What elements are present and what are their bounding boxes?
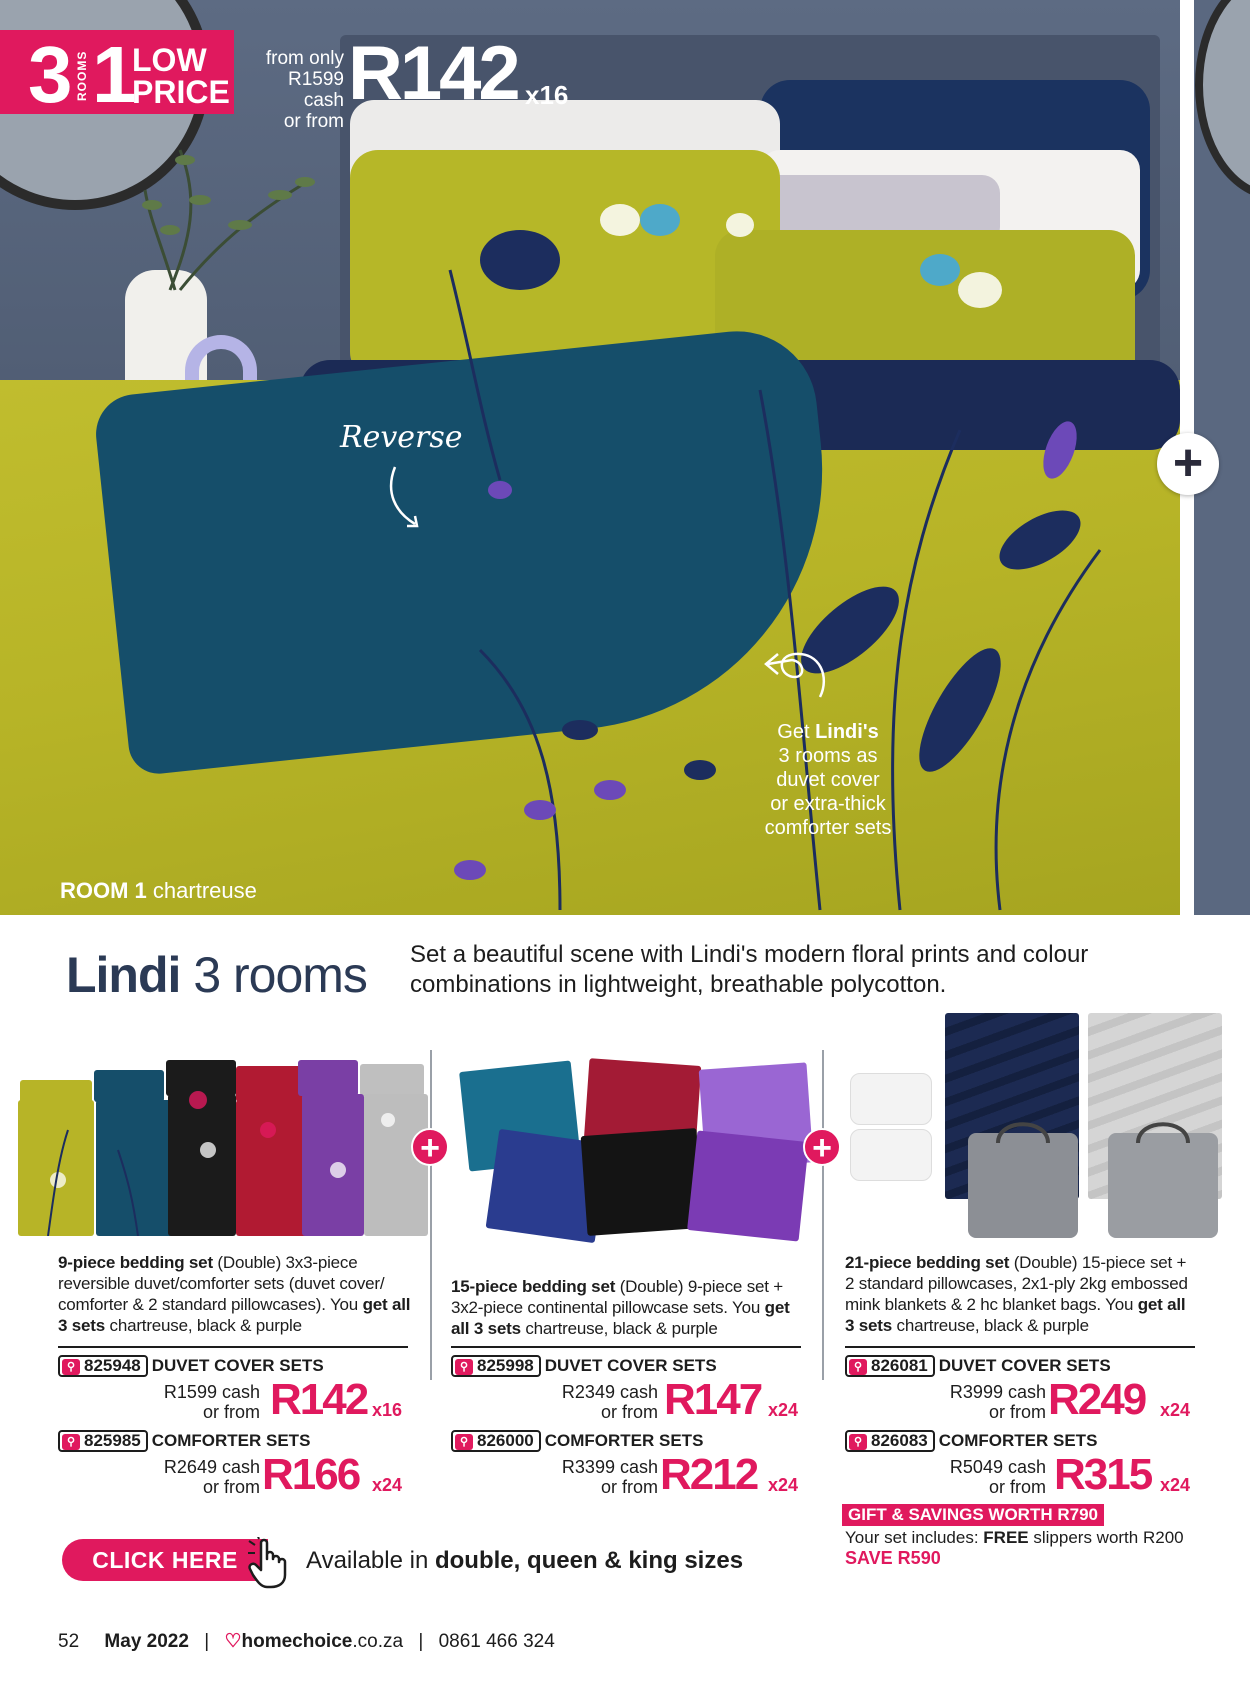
page-title [66, 946, 367, 1004]
plus-icon: + [803, 1128, 841, 1166]
cash-price [150, 1457, 260, 1497]
gift-includes-prefix: Your set includes: [845, 1528, 984, 1547]
hero-from-cash: R1599 cash [288, 69, 344, 111]
instalment-price: R142 [270, 1375, 368, 1424]
instalment-price: R212 [660, 1450, 758, 1499]
product-code-row[interactable] [845, 1430, 1097, 1452]
product-title-rest: (Double) 3x3-piece reversible duvet/comforter sets (duvet cover/ comforter & 2 standard pillowcases). You [58, 1253, 385, 1314]
product-title-bold: 21-piece bedding set [845, 1253, 1010, 1272]
product-image-blankets[interactable] [848, 1013, 1223, 1238]
badge-number-3: 3 [28, 30, 73, 119]
cash-amount: R3399 cash [561, 1457, 658, 1477]
product-image-duvet-sets[interactable] [18, 1060, 428, 1236]
instalment-multiplier: x24 [1160, 1400, 1191, 1420]
gift-free: FREE [983, 1528, 1029, 1547]
curved-arrow-icon [385, 462, 435, 537]
instalment-multiplier: x24 [372, 1475, 403, 1495]
title-brand: Lindi [66, 947, 181, 1003]
product-title-rest2: chartreuse, black & purple [520, 1319, 718, 1338]
search-code-icon: ⚲ [849, 1434, 867, 1450]
badge-price-label: PRICE [132, 74, 230, 110]
hand-pointer-icon [247, 1537, 295, 1589]
product-code-label: DUVET COVER SETS [938, 1356, 1111, 1375]
instalment-price: R315 [1054, 1450, 1152, 1499]
save-amount: SAVE R590 [845, 1548, 941, 1568]
room-label-colour: chartreuse [146, 878, 257, 903]
intro-description: Set a beautiful scene with Lindi's modern floral prints and colour combinations in lightweight, breathable polycotton. [410, 941, 1089, 998]
hero-or-from: or from [283, 111, 344, 132]
product-title-bold: 9-piece bedding set [58, 1253, 213, 1272]
product-title [845, 1252, 1195, 1336]
gift-savings-badge: GIFT & SAVINGS WORTH R790 [842, 1504, 1104, 1526]
cash-amount: R2349 cash [561, 1382, 658, 1402]
product-code: 826000 [477, 1431, 534, 1450]
product-code: 825998 [477, 1356, 534, 1375]
product-code: 825948 [84, 1356, 141, 1375]
product-title-rest2: chartreuse, black & purple [892, 1316, 1089, 1335]
room-label [60, 878, 257, 904]
divider-line [845, 1346, 1195, 1348]
search-code-icon: ⚲ [62, 1434, 80, 1450]
product-code-row[interactable] [58, 1355, 324, 1377]
search-code-icon: ⚲ [62, 1359, 80, 1375]
product-code-row[interactable] [451, 1355, 717, 1377]
reverse-label: Reverse [340, 420, 463, 455]
site-domain[interactable]: .co.za [352, 1631, 404, 1652]
instalment-multiplier: x24 [1160, 1475, 1191, 1495]
heart-logo-icon: ♡ [224, 1631, 242, 1652]
callout-line4: or extra-thick [770, 793, 886, 815]
available-sizes [306, 1547, 743, 1575]
cash-amount: R1599 cash [163, 1382, 260, 1402]
product-title-rest: (Double) 9-piece set + 3x2-piece continental pillowcase sets. You [451, 1277, 784, 1317]
search-code-icon: ⚲ [455, 1359, 473, 1375]
hero-from-line1: from only [265, 48, 344, 69]
floral-print-pattern [0, 150, 1180, 915]
badge-number-1: 1 [92, 30, 137, 119]
cash-price [936, 1382, 1046, 1422]
click-here-button[interactable]: CLICK HERE [62, 1539, 268, 1581]
badge-low-label: LOW [132, 42, 207, 78]
instalment-price: R249 [1048, 1375, 1146, 1424]
column-divider [822, 1050, 824, 1380]
product-code-label: COMFORTER SETS [151, 1431, 311, 1450]
site-name[interactable]: homechoice [241, 1631, 353, 1652]
badge-rooms-label: ROOMS [75, 50, 89, 102]
product-code: 826081 [871, 1356, 928, 1375]
plus-icon[interactable]: + [1157, 433, 1219, 495]
hero-price: R142 [348, 31, 518, 116]
available-prefix: Available in [306, 1547, 435, 1574]
callout-prefix: Get [777, 721, 816, 743]
product-title-bold2: get all 3 sets [845, 1295, 1186, 1335]
instalment-multiplier: x24 [768, 1400, 799, 1420]
cash-price [150, 1382, 260, 1422]
swirl-arrow-icon [760, 642, 830, 702]
product-title-bold2: get all 3 sets [58, 1295, 411, 1335]
search-code-icon: ⚲ [849, 1359, 867, 1375]
instalment-price: R166 [262, 1450, 360, 1499]
divider-line [58, 1346, 408, 1348]
product-code: 825985 [84, 1431, 141, 1450]
product-code-label: DUVET COVER SETS [151, 1356, 324, 1375]
callout-text [748, 720, 908, 840]
room-label-number: ROOM 1 [60, 878, 147, 903]
product-title-rest2: chartreuse, black & purple [105, 1316, 302, 1335]
title-rest: 3 rooms [180, 947, 367, 1003]
or-from: or from [600, 1477, 658, 1497]
product-code: 826083 [871, 1431, 928, 1450]
instalment-multiplier: x24 [768, 1475, 799, 1495]
product-title [451, 1276, 801, 1339]
page-number: 52 [58, 1631, 80, 1652]
page-footer: 52 May 2022 | ♡homechoice.co.za | 0861 466 324 [58, 1631, 555, 1652]
cash-amount: R5049 cash [949, 1457, 1046, 1477]
product-code-row[interactable] [58, 1430, 310, 1452]
or-from: or from [988, 1477, 1046, 1497]
hero-multiplier: x16 [525, 80, 569, 110]
or-from: or from [202, 1402, 260, 1422]
cash-amount: R3999 cash [949, 1382, 1046, 1402]
or-from: or from [600, 1402, 658, 1422]
or-from: or from [202, 1477, 260, 1497]
or-from: or from [988, 1402, 1046, 1422]
gift-includes-rest: slippers worth R200 [1028, 1528, 1184, 1547]
hero-from-text [248, 48, 344, 132]
callout-line2: 3 rooms as [778, 745, 878, 767]
search-code-icon: ⚲ [455, 1434, 473, 1450]
instalment-price: R147 [664, 1375, 762, 1424]
gift-includes [845, 1528, 1184, 1548]
product-code-label: COMFORTER SETS [938, 1431, 1098, 1450]
product-image-pillowcases[interactable] [462, 1060, 814, 1236]
product-title-bold2: get all 3 sets [451, 1298, 790, 1338]
product-title-bold: 15-piece bedding set [451, 1277, 616, 1296]
product-title [58, 1252, 418, 1336]
phone-number[interactable]: 0861 466 324 [438, 1631, 555, 1652]
issue-date: May 2022 [104, 1631, 189, 1652]
column-divider [430, 1050, 432, 1380]
product-code-row[interactable] [845, 1355, 1111, 1377]
cash-amount: R2649 cash [163, 1457, 260, 1477]
instalment-multiplier: x16 [372, 1400, 403, 1420]
divider-line [451, 1346, 801, 1348]
cash-price [548, 1382, 658, 1422]
cash-price [548, 1457, 658, 1497]
available-sizes-list: double, queen & king sizes [434, 1547, 744, 1574]
product-code-label: COMFORTER SETS [544, 1431, 704, 1450]
product-code-label: DUVET COVER SETS [544, 1356, 717, 1375]
callout-line5: comforter sets [764, 817, 892, 839]
cash-price [936, 1457, 1046, 1497]
product-title-rest: (Double) 15-piece set + 2 standard pillowcases, 2x1-ply 2kg embossed mink blankets & 2 hc blanket bags. You [845, 1253, 1188, 1314]
product-code-row[interactable] [451, 1430, 703, 1452]
callout-line3: duvet cover [776, 769, 880, 791]
callout-brand: Lindi's [815, 721, 879, 743]
plus-icon: + [411, 1128, 449, 1166]
